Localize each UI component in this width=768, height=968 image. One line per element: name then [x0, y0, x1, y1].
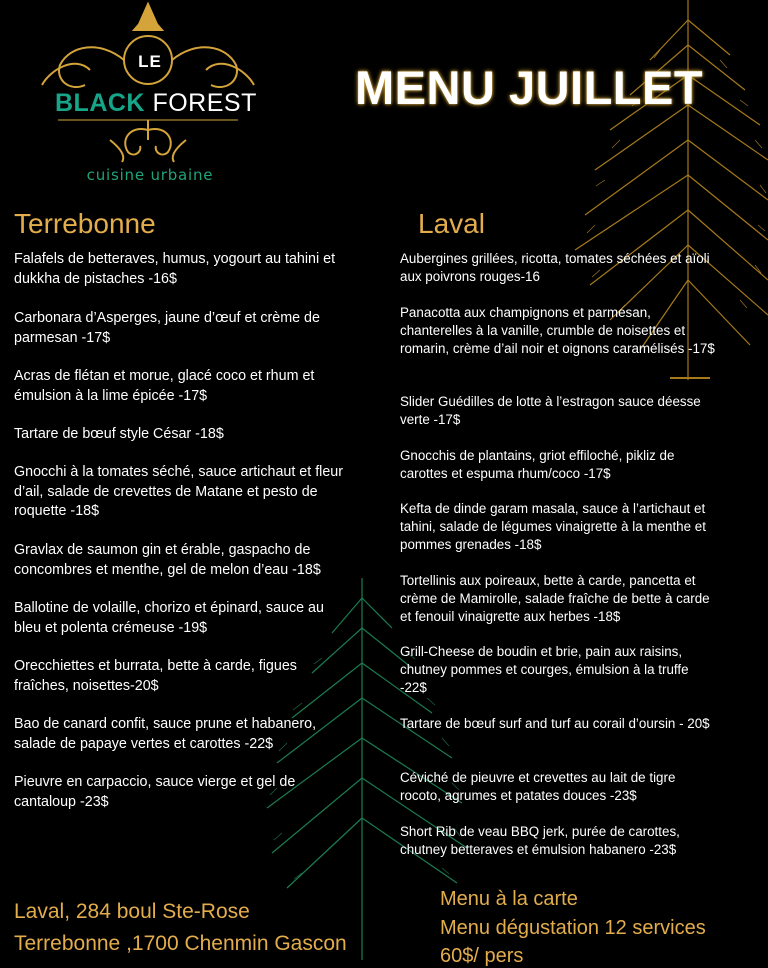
- laval-menu-item: Tortellinis aux poireaux, bette à carde, pancetta et crème de Mamirolle, salade fraîche de bette à carde et fenouil vinaigrette aux herbes -18$: [400, 573, 710, 624]
- address-laval: Laval, 284 boul Ste-Rose: [14, 900, 250, 923]
- laval-menu-item: Kefta de dinde garam masala, sauce à l’artichaut et tahini, salade de légumes vinaigrette à la menthe et pommes grenades -18$: [400, 501, 706, 552]
- restaurant-logo: [30, 0, 270, 190]
- terrebonne-menu-item: Carbonara d’Asperges, jaune d’œuf et crème de parmesan -17$: [14, 310, 320, 346]
- menu-a-la-carte: Menu à la carte: [440, 888, 578, 910]
- laval-menu-item: Tartare de bœuf surf and turf au corail d’oursin - 20$: [400, 716, 710, 731]
- address-terrebonne: Terrebonne ,1700 Chenmin Gascon: [14, 932, 347, 955]
- logo-prefix: LE: [138, 52, 162, 71]
- laval-menu-item: Grill-Cheese de boudin et brie, pain aux raisins, chutney pommes et courges, émulsion à la truffe -22$: [400, 644, 689, 695]
- terrebonne-menu-item: Tartare de bœuf style César -18$: [14, 426, 224, 442]
- laval-menu-item: Aubergines grillées, ricotta, tomates séchées et aïoli aux poivrons rouges-16: [400, 251, 710, 284]
- laval-menu-item: Short Rib de veau BBQ jerk, purée de carottes, chutney betteraves et émulsion habanero -23$: [400, 824, 680, 857]
- terrebonne-menu-item: Bao de canard confit, sauce prune et habanero, salade de papaye vertes et carottes -22$: [14, 716, 317, 752]
- laval-menu-item: Panacotta aux champignons et parmesan, chanterelles à la vanille, crumble de noisettes et romarin, crème d’ail noir et oignons caramélisés -17$: [400, 305, 715, 356]
- terrebonne-menu-item: Orecchiettes et burrata, bette à carde, figues fraîches, noisettes-20$: [14, 658, 297, 694]
- terrebonne-heading: Terrebonne: [14, 208, 156, 239]
- terrebonne-menu-item: Ballotine de volaille, chorizo et épinard, sauce au bleu et polenta crémeuse -19$: [14, 600, 324, 636]
- menu-degustation: Menu dégustation 12 services: [440, 917, 706, 939]
- terrebonne-menu-item: Pieuvre en carpaccio, sauce vierge et gel de cantaloup -23$: [14, 774, 296, 810]
- logo-name-part2: FOREST: [152, 89, 257, 117]
- logo-name: [55, 89, 257, 118]
- laval-menu-item: Slider Guédilles de lotte à l’estragon sauce déesse verte -17$: [400, 394, 701, 427]
- laval-heading: Laval: [418, 208, 485, 239]
- logo-tagline: cuisine urbaine: [86, 166, 214, 184]
- terrebonne-menu-item: Acras de flétan et morue, glacé coco et rhum et émulsion à la lime épicée -17$: [14, 368, 315, 404]
- menu-price: 60$/ pers: [440, 945, 524, 967]
- laval-menu-item: Gnocchis de plantains, griot effiloché, pikliz de carottes et espuma rhum/coco -17$: [400, 448, 675, 481]
- logo-name-part1: BLACK: [55, 89, 145, 117]
- terrebonne-menu-item: Falafels de betteraves, humus, yogourt au tahini et dukkha de pistaches -16$: [14, 251, 336, 287]
- page-title: MENU JUILLET: [355, 61, 704, 114]
- laval-menu-item: Céviché de pieuvre et crevettes au lait de tigre rocoto, agrumes et patates douces -23$: [400, 770, 676, 803]
- terrebonne-menu-item: Gravlax de saumon gin et érable, gaspacho de concombres et menthe, gel de melon d’eau -18$: [14, 542, 321, 578]
- terrebonne-menu-item: Gnocchi à la tomates séché, sauce artichaut et fleur d’ail, salade de crevettes de Matane et pesto de roquette -18$: [14, 464, 344, 519]
